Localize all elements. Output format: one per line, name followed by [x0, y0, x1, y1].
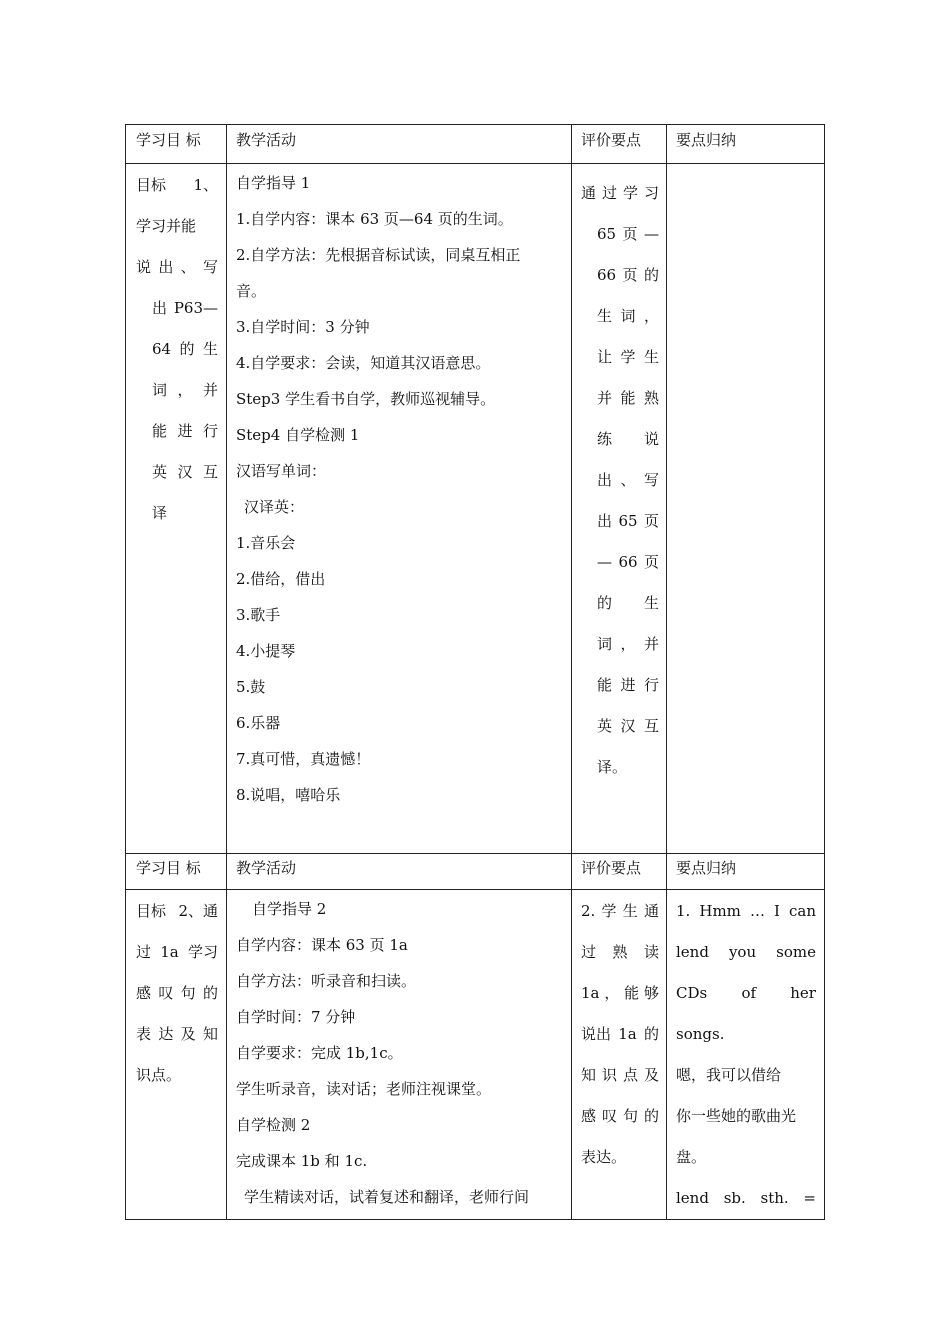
eval-line: 译。 — [597, 758, 628, 776]
summary-cell-2 — [676, 891, 816, 1219]
text-fragment: 词 — [620, 307, 636, 325]
activity-line: 3.自学时间：3 分钟 — [236, 318, 370, 336]
text-fragment: 写 — [202, 258, 218, 276]
header-summary: 要点归纳 — [676, 859, 737, 877]
eval-line: 让 学 生 — [581, 337, 659, 378]
text-fragment: of — [741, 984, 757, 1002]
goal-cell-1 — [136, 165, 218, 534]
goal-line: 识点。 — [136, 1066, 182, 1084]
text-fragment: Hmm — [699, 902, 741, 920]
goal-line: 词 ， 并 — [136, 370, 218, 411]
text-fragment: ， — [604, 984, 620, 1002]
eval-line: 表达。 — [581, 1148, 627, 1166]
text-fragment: … — [749, 902, 765, 920]
text-fragment: 66 — [618, 553, 638, 571]
text-fragment: 汉 — [620, 717, 636, 735]
summary-line: 嗯，我可以借给 — [676, 1066, 782, 1084]
text-fragment: 、 — [180, 258, 196, 276]
activity-line: 自学指导 1 — [236, 174, 311, 192]
goal-line: 说 出 、 写 — [136, 247, 218, 288]
eval-line: 出 、 写 — [581, 460, 659, 501]
activity-line: 7.真可惜，真遗憾！ — [236, 750, 371, 768]
text-fragment: 句 — [622, 1107, 638, 1125]
activity-line: 2.借给，借出 — [236, 570, 326, 588]
text-fragment: 学 — [622, 184, 638, 202]
text-fragment: 熟 — [612, 943, 628, 961]
text-fragment: 汉 — [177, 463, 193, 481]
eval-line: 2. 学 生 通 — [581, 891, 659, 932]
goal-line: 能 进 行 — [136, 411, 218, 452]
text-fragment: 65 — [618, 512, 638, 530]
column-divider — [571, 125, 572, 1219]
summary-line: CDs of her — [676, 973, 816, 1014]
text-fragment: — — [643, 225, 659, 243]
text-fragment: 生 — [202, 340, 218, 358]
eval-line: 并 能 熟 — [581, 378, 659, 419]
goal-line: 目标 1、 — [136, 165, 218, 206]
text-fragment: 页 — [622, 225, 638, 243]
text-fragment: ， — [643, 307, 659, 325]
text-fragment: I — [773, 902, 780, 920]
goal-line: 目标 2、通 — [136, 891, 218, 932]
header-goal: 学习目 标 — [136, 131, 201, 149]
activity-line: 8.说唱，嘻哈乐 — [236, 786, 341, 804]
text-fragment: 互 — [202, 463, 218, 481]
text-fragment: 知 — [202, 1025, 218, 1043]
activity-line: Step4 自学检测 1 — [236, 426, 360, 444]
text-fragment: 及 — [180, 1025, 196, 1043]
text-fragment: 过 — [601, 184, 617, 202]
summary-line: 盘。 — [676, 1148, 707, 1166]
summary-line: lend you some — [676, 932, 816, 973]
activity-line: 汉语写单词： — [236, 462, 327, 480]
eval-line: 过 熟 读 — [581, 932, 659, 973]
eval-line: — 66 页 — [581, 542, 659, 583]
eval-line: 英 汉 互 — [581, 706, 659, 747]
eval-line: 1a ， 能 够 — [581, 973, 659, 1014]
text-fragment: 学习 — [187, 943, 218, 961]
eval-line: 生 词 ， — [581, 296, 659, 337]
text-fragment: you — [728, 943, 757, 961]
activity-line: 4.自学要求：会读，知道其汉语意思。 — [236, 354, 491, 372]
text-fragment: 学 — [601, 902, 617, 920]
summary-line: 1. Hmm … I can — [676, 891, 816, 932]
eval-line: 练 说 — [581, 419, 659, 460]
activity-line: 自学指导 2 — [252, 900, 327, 918]
text-fragment: 进 — [620, 676, 636, 694]
text-fragment: 并 — [202, 381, 218, 399]
text-fragment: 互 — [643, 717, 659, 735]
text-fragment: 1a — [618, 1025, 637, 1043]
text-fragment: 2、通 — [178, 902, 218, 920]
column-divider — [666, 125, 667, 1219]
activity-line: 学生听录音，读对话；老师注视课堂。 — [236, 1080, 492, 1098]
text-fragment: 句 — [180, 984, 196, 1002]
text-fragment: 行 — [643, 676, 659, 694]
activity-line: 2.自学方法：先根据音标试读，同桌互相正 — [236, 246, 521, 264]
eval-line: 65 页 — — [581, 214, 659, 255]
text-fragment: 1a — [160, 943, 179, 961]
activity-line: 自学时间：7 分钟 — [236, 1008, 356, 1026]
row-divider — [126, 889, 824, 890]
goal-line: 过 1a 学习 — [136, 932, 218, 973]
text-fragment: 学 — [620, 348, 636, 366]
text-fragment: 的 — [643, 266, 659, 284]
activity-cell-2 — [236, 891, 566, 1215]
goal-line: 感 叹 句 的 — [136, 973, 218, 1014]
lesson-plan-table — [125, 124, 825, 1220]
text-fragment: 生 — [622, 902, 638, 920]
goal-line: 学习并能 — [136, 217, 197, 235]
text-fragment: 及 — [643, 1066, 659, 1084]
header-summary: 要点归纳 — [676, 131, 737, 149]
header-goal: 学习目 标 — [136, 859, 201, 877]
goal-line: 英 汉 互 — [136, 452, 218, 493]
text-fragment: can — [788, 902, 816, 920]
text-fragment: = — [803, 1189, 816, 1207]
text-fragment: ， — [177, 381, 193, 399]
text-fragment: 能 — [624, 984, 640, 1002]
summary-line: 你一些她的歌曲光 — [676, 1107, 797, 1125]
summary-line: songs. — [676, 1025, 725, 1043]
header-activity: 教学活动 — [236, 131, 297, 149]
activity-line: 汉译英： — [244, 498, 305, 516]
text-fragment: 写 — [643, 471, 659, 489]
goal-line: 译 — [152, 504, 168, 522]
text-fragment: 通 — [643, 902, 659, 920]
text-fragment: 读 — [643, 943, 659, 961]
header-evaluation: 评价要点 — [581, 131, 642, 149]
text-fragment: 的 — [202, 984, 218, 1002]
activity-line: 1.自学内容：课本 63 页—64 页的生词。 — [236, 210, 513, 228]
goal-line: 表 达 及 知 — [136, 1014, 218, 1055]
activity-line: 学生精读对话，试着复述和翻译，老师行间 — [244, 1188, 530, 1206]
text-fragment: 叹 — [158, 984, 174, 1002]
row-divider — [126, 853, 824, 854]
text-fragment: 叹 — [601, 1107, 617, 1125]
text-fragment: 达 — [158, 1025, 174, 1043]
text-fragment: 页 — [643, 512, 659, 530]
row-divider — [126, 163, 824, 164]
text-fragment: sth. — [760, 1189, 789, 1207]
eval-line: 感 叹 句 的 — [581, 1096, 659, 1137]
activity-line: 完成课本 1b 和 1c. — [236, 1152, 368, 1170]
text-fragment: 页 — [622, 266, 638, 284]
activity-line: 音。 — [236, 282, 267, 300]
activity-line: 自学要求：完成 1b,1c。 — [236, 1044, 403, 1062]
text-fragment: 页 — [643, 553, 659, 571]
eval-line: 能 进 行 — [581, 665, 659, 706]
activity-line: 4.小提琴 — [236, 642, 296, 660]
text-fragment: 的 — [643, 1107, 659, 1125]
eval-line: 词 ， 并 — [581, 624, 659, 665]
text-fragment: 能 — [620, 389, 636, 407]
evaluation-cell-1 — [581, 173, 659, 788]
text-fragment: 并 — [643, 635, 659, 653]
activity-line: 5.鼓 — [236, 678, 266, 696]
text-fragment: some — [776, 943, 816, 961]
eval-line: 知 识 点 及 — [581, 1055, 659, 1096]
text-fragment: 的 — [643, 1025, 659, 1043]
text-fragment: her — [790, 984, 816, 1002]
eval-line: 出 65 页 — [581, 501, 659, 542]
activity-line: 1.音乐会 — [236, 534, 296, 552]
summary-line: lend sb. sth. = — [676, 1178, 816, 1219]
text-fragment: 、 — [620, 471, 636, 489]
goal-line: 出 P63— — [136, 288, 218, 329]
activity-line: 6.乐器 — [236, 714, 281, 732]
activity-line: 自学方法：听录音和扫读。 — [236, 972, 417, 990]
header-evaluation: 评价要点 — [581, 859, 642, 877]
text-fragment: 出 — [158, 258, 174, 276]
text-fragment: 点 — [622, 1066, 638, 1084]
eval-line: 66 页 的 — [581, 255, 659, 296]
eval-line: 说出 1a 的 — [581, 1014, 659, 1055]
text-fragment: 说 — [643, 430, 659, 448]
text-fragment: P63— — [173, 299, 218, 317]
text-fragment: 习 — [643, 184, 659, 202]
text-fragment: 的 — [179, 340, 195, 358]
text-fragment: 识 — [601, 1066, 617, 1084]
header-activity: 教学活动 — [236, 859, 297, 877]
text-fragment: 生 — [643, 594, 659, 612]
goal-line: 64 的 生 — [136, 329, 218, 370]
text-fragment: 行 — [202, 422, 218, 440]
activity-line: 自学检测 2 — [236, 1116, 311, 1134]
activity-line: 自学内容：课本 63 页 1a — [236, 936, 408, 954]
activity-line: Step3 学生看书自学，教师巡视辅导。 — [236, 390, 496, 408]
text-fragment: 进 — [177, 422, 193, 440]
evaluation-cell-2 — [581, 891, 659, 1178]
goal-cell-2 — [136, 891, 218, 1096]
activity-line: 3.歌手 — [236, 606, 281, 624]
text-fragment: ， — [620, 635, 636, 653]
text-fragment: sb. — [723, 1189, 746, 1207]
text-fragment: 生 — [643, 348, 659, 366]
column-divider — [226, 125, 227, 1219]
text-fragment: 熟 — [643, 389, 659, 407]
text-fragment: 够 — [643, 984, 659, 1002]
eval-line: 的 生 — [581, 583, 659, 624]
eval-line: 通 过 学 习 — [581, 173, 659, 214]
activity-cell-1 — [236, 165, 566, 813]
text-fragment: 1、 — [193, 176, 218, 194]
